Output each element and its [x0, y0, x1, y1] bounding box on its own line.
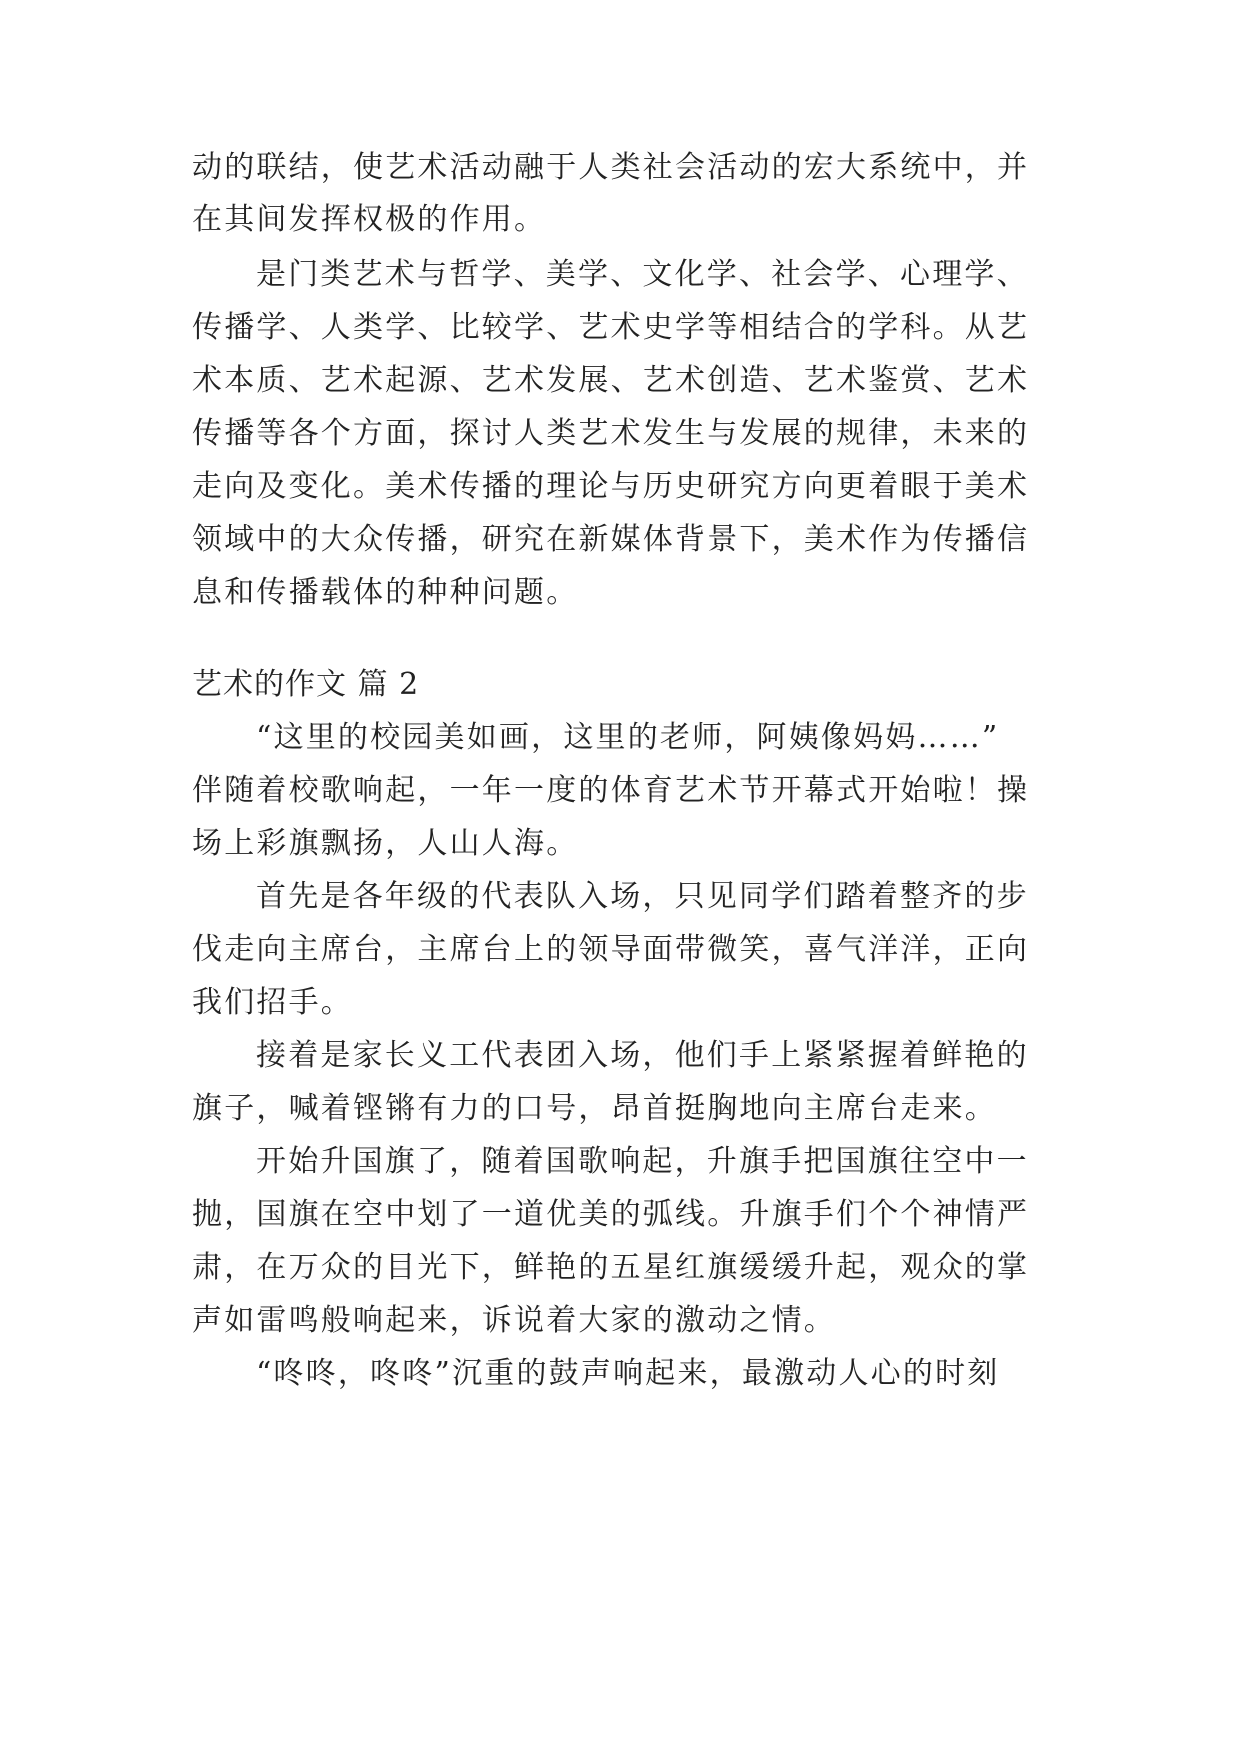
paragraph-line: 声如雷鸣般响起来，诉说着大家的激动之情。 [192, 1303, 836, 1338]
paragraph-line: 抛，国旗在空中划了一道优美的弧线。升旗手们个个神情严 [192, 1197, 1030, 1232]
paragraph-line: 开始升国旗了，随着国歌响起，升旗手把国旗往空中一 [256, 1144, 1029, 1179]
paragraph-line: 在其间发挥权极的作用。 [192, 202, 547, 237]
paragraph-line: 我们招手。 [192, 985, 353, 1020]
paragraph-line: 接着是家长义工代表团入场，他们手上紧紧握着鲜艳的 [256, 1038, 1029, 1073]
paragraph-line: 是门类艺术与哲学、美学、文化学、社会学、心理学、 [256, 257, 1029, 292]
paragraph-line: 走向及变化。美术传播的理论与历史研究方向更着眼于美术 [192, 469, 1030, 504]
paragraph-line: 肃，在万众的目光下，鲜艳的五星红旗缓缓升起，观众的掌 [192, 1250, 1030, 1285]
paragraph-line: “咚咚，咚咚”沉重的鼓声响起来，最激动人心的时刻 [256, 1356, 1000, 1391]
paragraph-line: 传播等各个方面，探讨人类艺术发生与发展的规律，未来的 [192, 416, 1030, 451]
paragraph-line: 术本质、艺术起源、艺术发展、艺术创造、艺术鉴赏、艺术 [192, 363, 1030, 398]
paragraph-line: 场上彩旗飘扬，人山人海。 [192, 826, 579, 861]
paragraph-line: 旗子，喊着铿锵有力的口号，昂首挺胸地向主席台走来。 [192, 1091, 997, 1126]
paragraph-line: 首先是各年级的代表队入场，只见同学们踏着整齐的步 [256, 879, 1029, 914]
paragraph-line: 动的联结，使艺术活动融于人类社会活动的宏大系统中，并 [192, 150, 1030, 185]
section-heading: 艺术的作文 篇 2 [192, 667, 420, 702]
paragraph-line: 伴随着校歌响起，一年一度的体育艺术节开幕式开始啦！操 [192, 773, 1030, 808]
paragraph-line: “这里的校园美如画，这里的老师，阿姨像妈妈……” [256, 720, 1000, 755]
paragraph-line: 传播学、人类学、比较学、艺术史学等相结合的学科。从艺 [192, 310, 1030, 345]
paragraph-line: 息和传播载体的种种问题。 [192, 575, 579, 610]
paragraph-line: 伐走向主席台，主席台上的领导面带微笑，喜气洋洋，正向 [192, 932, 1030, 967]
paragraph-line: 领域中的大众传播，研究在新媒体背景下，美术作为传播信 [192, 522, 1030, 557]
